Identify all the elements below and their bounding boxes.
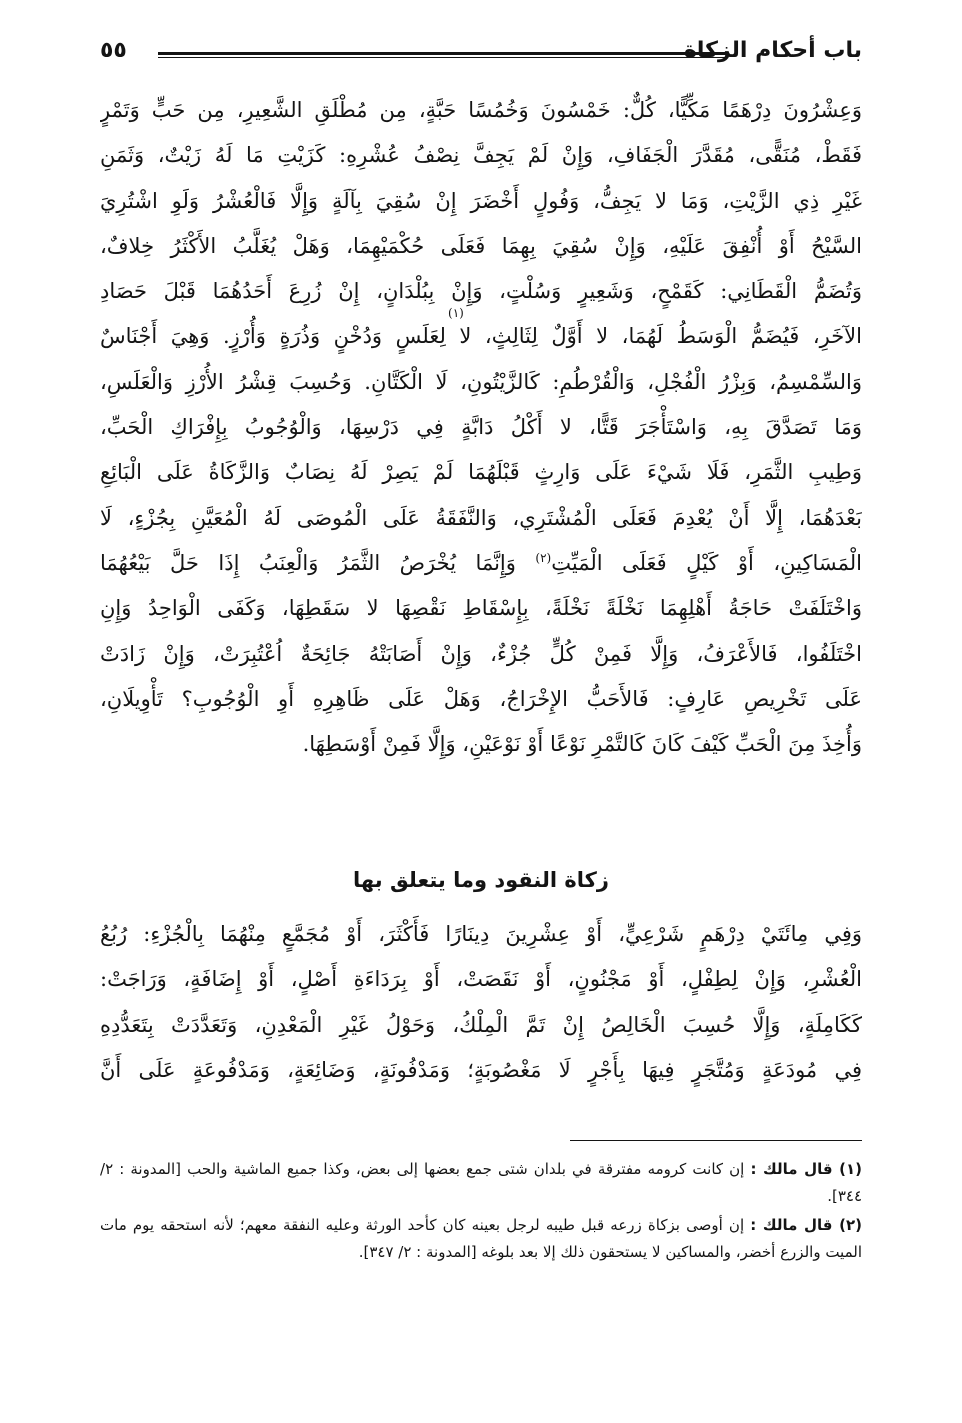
footnote-label: (٢) قال مالك : bbox=[750, 1216, 862, 1234]
footnote-text: إن كانت كرومه مفترقة في بلدان شتى جمع بعضها إلى بعض، وكذا جميع الماشية والحب [المدونة : ٢/ ٣٤٤]. bbox=[100, 1160, 862, 1205]
footnote-ref-2[interactable]: (٢) bbox=[535, 550, 552, 565]
text-line: الْعُشْرِ، وَإِنْ لِطِفْلٍ، أَوْ مَجْنُونٍ، أَوْ نَقَصَتْ، أَوْ بِرَدَاءَةِ أَصْلٍ، أَوْ إِضَافَةٍ، وَرَاجَتْ: bbox=[100, 967, 862, 992]
footnote-2 bbox=[100, 1212, 862, 1266]
text-line: الآخَرِ، فَيُضَمُّ الْوَسَطُ لَهُمَا، لا أَوَّلٌ لِثَالِثٍ، لا لِعَلَسٍ وَدُخْنٍ وَذُرَةٍ وَأُرْزٍ. وَهِيَ أَجْنَاسٌ bbox=[100, 324, 862, 349]
text-line: وَأُخِذَ مِنَ الْحَبِّ كَيْفَ كَانَ كَالتَّمْرِ نَوْعًا أَوْ نَوْعَيْنِ، وَإِلَّا فَمِنْ أَوْسَطِهَا. bbox=[302, 732, 862, 757]
text-line: وَاخْتَلَفَتْ حَاجَةُ أَهْلِهِمَا نَخْلَةً نَخْلَةً، بِإِسْقَاطِ نَقْصِهَا لا سَقَطِهَا، وَكَفَى الْوَاحِدُ وَإِنِ bbox=[100, 596, 862, 621]
section-heading: زكاة النقود وما يتعلق بها bbox=[353, 868, 609, 892]
running-header bbox=[100, 34, 862, 78]
header-rule bbox=[158, 52, 726, 58]
text-segment: وَإِنَّمَا يُخْرَصُ الثَّمَرُ وَالْعِنَبُ إِذَا حَلَّ بَيْعُهُمَا bbox=[100, 550, 516, 575]
text-line: عَلَى تَخْرِيصِ عَارِفٍ: فَالأَحَبُّ الإِخْرَاجُ، وَهَلْ عَلَى ظَاهِرِهِ أَوِ الْوُجُوبِ؟ تَأْوِيلَانِ، bbox=[100, 686, 862, 711]
page-number: ٥٥ bbox=[100, 38, 127, 63]
text-line: وَالسِّمْسِمُ، وَبِزْرُ الْفُجْلِ، وَالْقُرْطُمِ: كَالزَّيْتُونِ، لَا الْكَتَّانِ. وَحُسِبَ قِشْرُ الأُرْزِ وَالْعَلَسِ، bbox=[100, 369, 862, 394]
text-line bbox=[100, 541, 862, 586]
main-text bbox=[100, 88, 862, 767]
text-line: بَعْدَهُمَا، إِلَّا أَنْ يُعْدِمَ فَعَلَى الْمُشْتَرِي، وَالنَّفَقَةُ عَلَى الْمُوصَى لَهُ الْمُعَيَّنِ بِجُزْءٍ، لَا bbox=[100, 505, 862, 530]
footnote-ref-1[interactable]: (١) bbox=[448, 306, 464, 320]
text-line: اخْتَلَفُوا، فَالأَعْرَفُ، وَإِلَّا فَمِنْ كُلٍّ جُزْءٌ، وَإِنْ أَصَابَتْهُ جَائِحَةٌ اُعْتُبِرَتْ، وَإِنْ زَادَتْ bbox=[100, 641, 862, 666]
text-line: وَمَا تَصَدَّقَ بِهِ، وَاسْتَأْجَرَ قَتًّا، لا أَكْلُ دَابَّةٍ فِي دَرْسِهَا، وَالْوُجُوبُ بِإِفْرَاكِ الْحَبِّ، bbox=[100, 415, 862, 440]
text-line: وَفِي مِائَتَيْ دِرْهَمٍ شَرْعِيٍّ، أَوْ عِشْرِينَ دِينَارًا فَأَكْثَرَ، أَوْ مُجَمَّعٍ مِنْهُمَا بِالْجُزْءِ: رُبُعُ bbox=[100, 922, 862, 946]
text-line: وَعِشْرُونَ دِرْهَمًا مَكِّيًّا، كُلٌّ: خَمْسُونَ وَخُمُسًا حَبَّةٍ، مِن مُطْلَقِ الشَّعِيرِ، مِن حَبٍّ وَتَمْرٍ bbox=[100, 98, 862, 122]
footnotes bbox=[100, 1156, 862, 1268]
text-line bbox=[100, 269, 862, 314]
text-line: غَيْرِ ذِي الزَّيْتِ، وَمَا لا يَجِفُّ، وَفُولٍ أَخْضَرَ إِنْ سُقِيَ بِآلَةٍ وَإِلَّا فَالْعُشْرُ وَلَوِ اشْتُرِيَ bbox=[100, 188, 862, 213]
footnote-1 bbox=[100, 1156, 862, 1210]
text-line: فَقَطْ، مُنَقًّى، مُقَدَّرَ الْجَفَافِ، وَإِنْ لَمْ يَجِفَّ نِصْفُ عُشْرِهِ: كَزَيْتِ مَا لَهُ زَيْتٌ، وَثَمَنِ bbox=[100, 143, 862, 168]
section-text bbox=[100, 912, 862, 1093]
text-line: وَطِيبِ الثَّمَرِ، فَلَا شَيْءَ عَلَى وَارِثٍ قَبْلَهُمَا لَمْ يَصِرْ لَهُ نِصَابٌ وَالزَّكَاةُ عَلَى الْبَائِعِ bbox=[100, 460, 862, 485]
chapter-title: باب أحكام الزكاة bbox=[683, 38, 862, 63]
text-line: فِي مُودَعَةٍ وَمُتَّجَرٍ فِيهَا بِأَجْرٍ لَا مَغْصُوبَةٍ؛ وَمَدْفُونَةٍ، وَضَائِعَةٍ، وَمَدْفُوعَةٍ عَلَى أَنَّ bbox=[100, 1057, 862, 1082]
footnote-text: إن أوصى بزكاة زرعه قبل طيبه لرجل بعينه كان كأحد الورثة وعليه النفقة معهم؛ لأنه استحقه يوم مات الميت والزرع أخضر، والمساكين لا يستحقون ذلك إلا بعد بلوغه [المدونة : ٢/ ٣٤٧]. bbox=[100, 1216, 862, 1261]
text-line: كَكَامِلَةٍ، وَإِلَّا حُسِبَ الْخَالِصُ إِنْ تَمَّ الْمِلْكُ، وَحَوْلُ غَيْرِ الْمَعْدِنِ، وَتَعَدَّدَتْ بِتَعَدُّدِهِ bbox=[100, 1012, 862, 1037]
footnote-separator bbox=[570, 1140, 862, 1141]
text-segment: الْمَسَاكِينِ، أَوْ كَيْلٍ فَعَلَى الْمَيِّتِ bbox=[551, 550, 862, 575]
footnote-label: (١) قال مالك : bbox=[750, 1160, 862, 1178]
text-line: السَّيْحُ أَوْ أُنْفِقَ عَلَيْهِ، وَإِنْ سُقِيَ بِهِمَا فَعَلَى حُكْمَيْهِمَا، وَهَلْ يُغَلَّبُ الأَكْثَرُ خِلافٌ، bbox=[100, 233, 862, 258]
text-segment: وَتُضَمُّ الْقَطَانِي: كَقَمْحٍ، وَشَعِيرٍ وَسُلْتٍ، وَإِنْ بِبُلْدَانٍ، إِنْ زُرِعَ أَحَدُهُمَا قَبْلَ حَصَادِ bbox=[100, 279, 862, 304]
